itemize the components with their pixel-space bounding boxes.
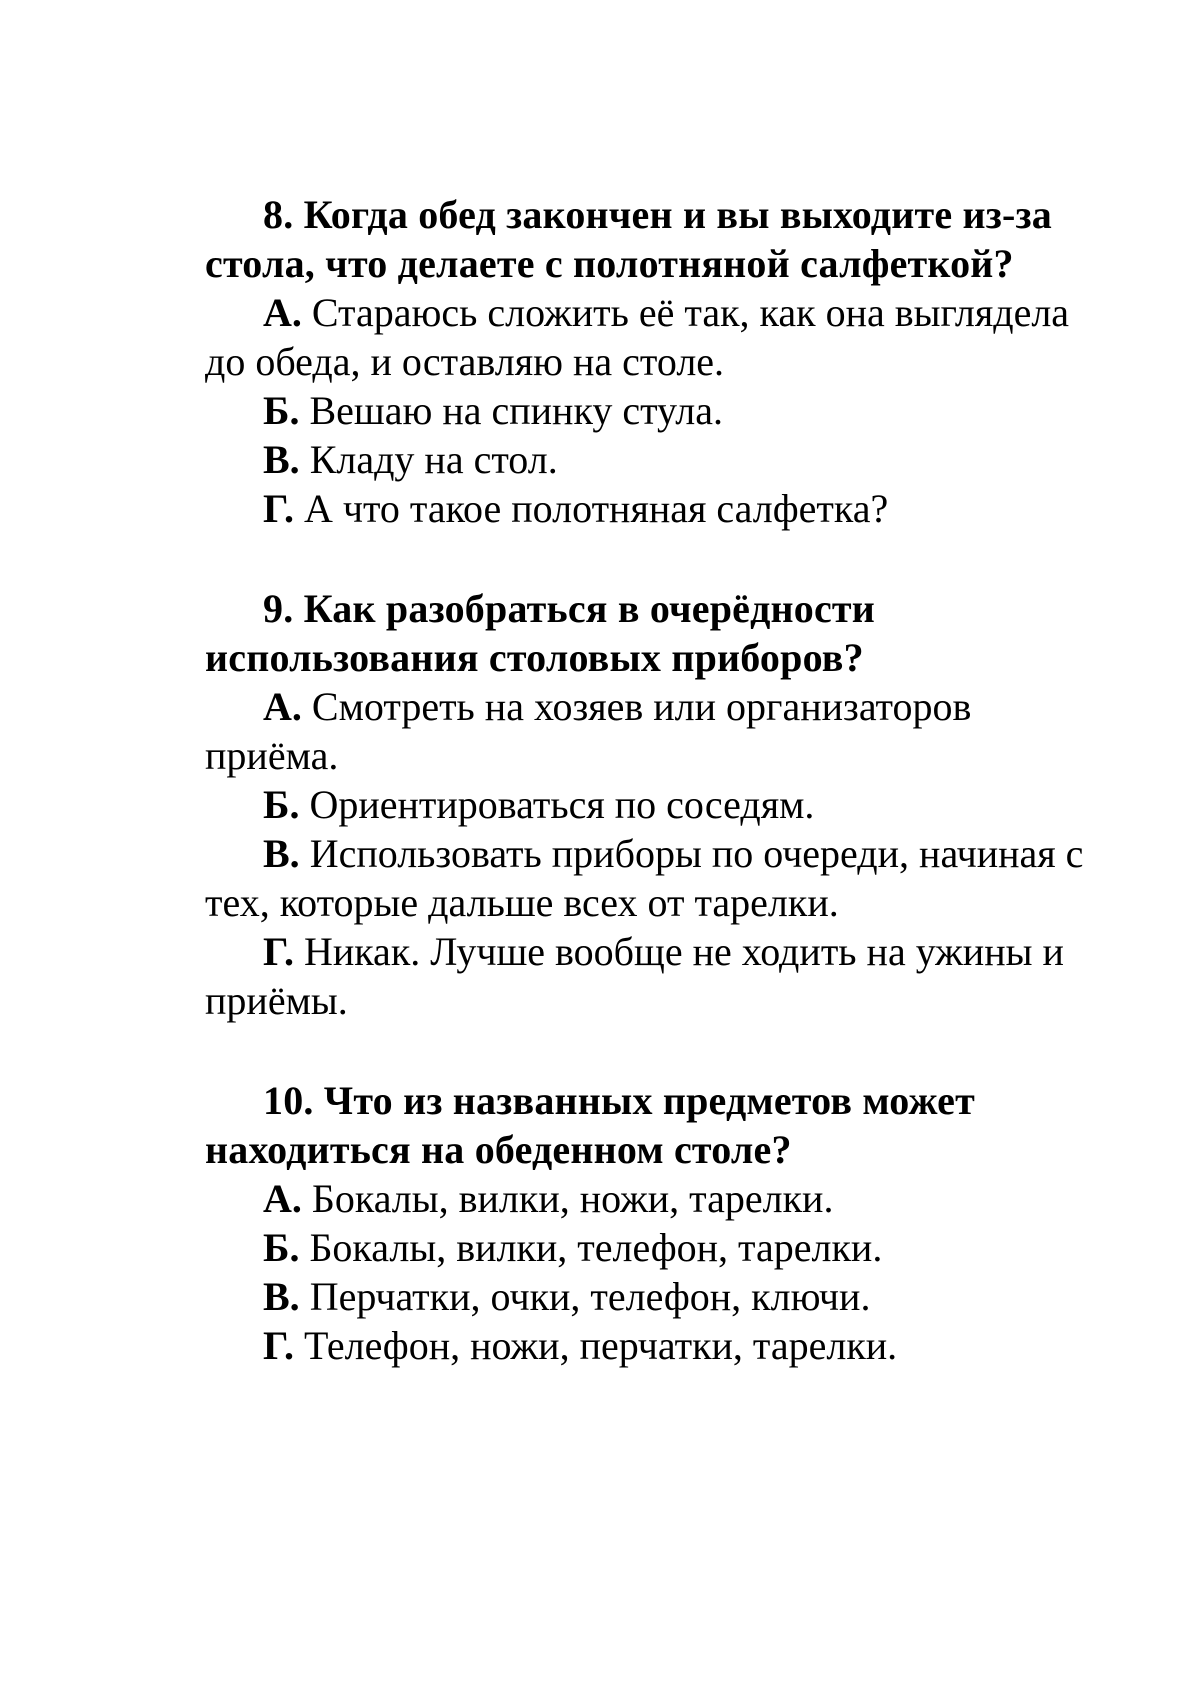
question-spacer: [205, 1027, 1095, 1076]
option-text: Никак. Лучше вообще не ходить на ужины и приёмы.: [205, 929, 1064, 1023]
option-text: Ориентироваться по соседям.: [299, 782, 815, 827]
option-letter: А.: [263, 290, 302, 335]
option-text: А что такое полотняная салфетка?: [293, 486, 889, 531]
option-letter: В.: [263, 831, 300, 876]
option-text: Кладу на стол.: [299, 437, 558, 482]
answer-option-a: [205, 1174, 1095, 1223]
answer-option-v: [205, 829, 1095, 927]
question-title: 10. Что из названных предметов может находиться на обеденном столе?: [205, 1078, 975, 1172]
option-letter: Г.: [263, 929, 294, 974]
option-letter: Б.: [263, 388, 300, 433]
answer-option-b: [205, 1223, 1095, 1272]
answer-option-v: [205, 1272, 1095, 1321]
option-letter: В.: [263, 437, 300, 482]
answer-option-a: [205, 682, 1095, 780]
option-text: Вешаю на спинку стула.: [299, 388, 723, 433]
option-text: Телефон, ножи, перчатки, тарелки.: [293, 1323, 898, 1368]
option-text: Использовать приборы по очереди, начиная с тех, которые дальше всех от тарелки.: [205, 831, 1084, 925]
option-letter: А.: [263, 684, 302, 729]
question-10: [205, 1076, 1095, 1370]
option-text: Стараюсь сложить её так, как она выглядела до обеда, и оставляю на столе.: [205, 290, 1070, 384]
option-letter: В.: [263, 1274, 300, 1319]
answer-option-b: [205, 386, 1095, 435]
option-text: Смотреть на хозяев или организаторов приёма.: [205, 684, 972, 778]
option-letter: Б.: [263, 1225, 300, 1270]
answer-option-g: [205, 1321, 1095, 1370]
option-text: Бокалы, вилки, телефон, тарелки.: [299, 1225, 883, 1270]
answer-option-a: [205, 288, 1095, 386]
answer-option-g: [205, 927, 1095, 1025]
question-8: [205, 190, 1095, 533]
answer-option-g: [205, 484, 1095, 533]
question-spacer: [205, 535, 1095, 584]
question-9: [205, 584, 1095, 1025]
option-text: Перчатки, очки, телефон, ключи.: [299, 1274, 871, 1319]
option-letter: Г.: [263, 486, 294, 531]
option-letter: Б.: [263, 782, 300, 827]
quiz-page: [205, 190, 1095, 1372]
question-title: 8. Когда обед закончен и вы выходите из-за стола, что делаете с полотняной салфеткой?: [205, 192, 1052, 286]
option-letter: А.: [263, 1176, 302, 1221]
answer-option-b: [205, 780, 1095, 829]
answer-option-v: [205, 435, 1095, 484]
option-letter: Г.: [263, 1323, 294, 1368]
question-title: 9. Как разобраться в очерёдности использования столовых приборов?: [205, 586, 876, 680]
option-text: Бокалы, вилки, ножи, тарелки.: [301, 1176, 834, 1221]
